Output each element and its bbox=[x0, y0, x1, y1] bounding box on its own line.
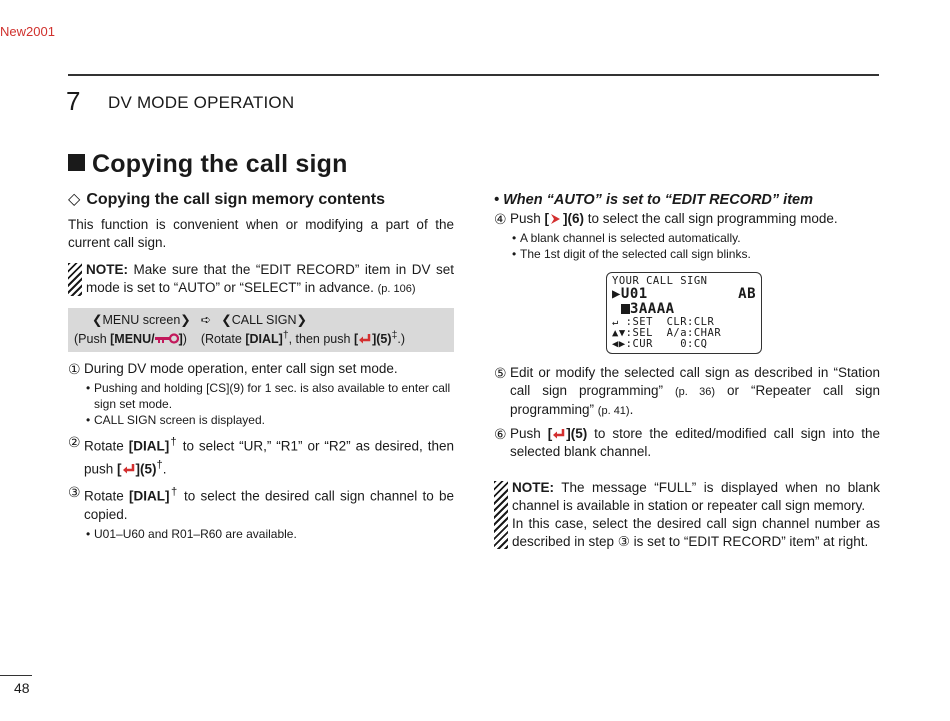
left-column bbox=[68, 190, 454, 542]
header-rule bbox=[68, 74, 879, 76]
step-number: ⑤ bbox=[494, 365, 507, 381]
step-text: Edit or modify the selected call sign as described in “Station call sign programming” bbox=[510, 365, 880, 398]
diamond-icon: ◇ bbox=[68, 191, 81, 208]
step-text: to select the call sign programming mode. bbox=[584, 211, 838, 226]
right-column bbox=[494, 190, 880, 551]
chapter-title: DV MODE OPERATION bbox=[108, 93, 295, 112]
step-text: During DV mode operation, enter call sign set mode. bbox=[84, 361, 398, 377]
dial-key: [DIAL] bbox=[128, 438, 170, 454]
note-label: NOTE: bbox=[86, 262, 128, 277]
menu-from: ❮MENU screen❯ bbox=[92, 313, 191, 327]
page-ref: (p. 41) bbox=[597, 405, 630, 417]
bullet-item: • CALL SIGN screen is displayed. bbox=[86, 412, 454, 428]
step-5 bbox=[494, 364, 880, 420]
bullet-item: • A blank channel is selected automatically. bbox=[512, 230, 880, 246]
step-6 bbox=[494, 425, 880, 461]
enter-open: [ bbox=[117, 461, 122, 477]
lcd-row bbox=[612, 302, 756, 317]
step-text: Push bbox=[510, 426, 548, 441]
note-text: In this case, select the desired call sign channel number as described in step ③ is set to “EDIT RECORD” item” at right. bbox=[512, 516, 880, 549]
then-push: , then push bbox=[288, 332, 354, 347]
step-text: . bbox=[162, 461, 167, 477]
step-text: . bbox=[629, 402, 634, 417]
menu-path-box bbox=[68, 308, 454, 352]
enter-close: ](5) bbox=[372, 332, 392, 347]
page-number: 48 bbox=[14, 680, 30, 696]
key-open: [ bbox=[544, 211, 550, 226]
step-number: ③ bbox=[68, 484, 81, 501]
key-close: ](6) bbox=[563, 211, 585, 226]
lcd-channel: ▶U01 bbox=[612, 286, 648, 302]
step-text: Rotate bbox=[84, 438, 129, 454]
enter-close: ](5) bbox=[135, 461, 157, 477]
auto-subheading: • When “AUTO” is set to “EDIT RECORD” item bbox=[494, 192, 813, 208]
intro-paragraph: This function is convenient when or modifying a part of the current call sign. bbox=[68, 217, 454, 250]
chapter-number: 7 bbox=[66, 86, 81, 116]
lcd-display bbox=[606, 272, 762, 354]
step-4 bbox=[494, 210, 880, 262]
subheading-text: Copying the call sign memory contents bbox=[86, 191, 386, 208]
rotate-open: (Rotate bbox=[200, 332, 246, 347]
lcd-callsign: 3AAAA bbox=[629, 301, 675, 317]
step-text: Push bbox=[510, 211, 545, 226]
dial-key: [DIAL] bbox=[245, 332, 283, 347]
step-number: ⑥ bbox=[494, 426, 507, 442]
right-arrow-icon bbox=[549, 213, 563, 225]
step-text: to store the edited/modified call sign into the selected blank channel. bbox=[510, 426, 880, 459]
dagger: † bbox=[169, 486, 179, 499]
page-number-rule bbox=[0, 675, 32, 676]
note-block bbox=[494, 479, 880, 551]
bullet-item: • U01–U60 and R01–R60 are available. bbox=[86, 526, 454, 542]
page-ref: (p. 36) bbox=[675, 386, 716, 398]
note-page-ref: (p. 106) bbox=[377, 283, 416, 295]
step-text: to select the desired call sign channel to be copied. bbox=[84, 488, 454, 522]
double-dagger: ‡ bbox=[391, 330, 398, 341]
lcd-row: YOUR CALL SIGN bbox=[612, 275, 708, 287]
rotate-close: .) bbox=[397, 332, 405, 347]
step-2 bbox=[68, 433, 454, 478]
step-number: ① bbox=[68, 361, 81, 378]
black-square-icon bbox=[68, 154, 85, 171]
note-text: The message “FULL” is displayed when no blank channel is available in station or repeater call sign memory. bbox=[512, 480, 880, 513]
corner-label: New2001 bbox=[0, 24, 55, 39]
step-1 bbox=[68, 360, 454, 428]
dial-key: [DIAL] bbox=[129, 488, 170, 504]
menu-key: [MENU/ bbox=[110, 332, 155, 347]
bullet-item: • Pushing and holding [CS](9) for 1 sec. is also available to enter call sign set mode. bbox=[86, 380, 454, 412]
note-text: Make sure that the “EDIT RECORD” item in DV set mode is set to “AUTO” or “SELECT” in advance. bbox=[86, 262, 454, 295]
bullet-item: • The 1st digit of the selected call sign blinks. bbox=[512, 246, 880, 262]
step-text: Rotate bbox=[84, 488, 130, 504]
dagger: † bbox=[282, 330, 289, 341]
note-label: NOTE: bbox=[512, 480, 554, 495]
menu-key-close: ] bbox=[178, 332, 183, 347]
subheading bbox=[68, 190, 454, 210]
step-text: or “Repeater call sign programming” bbox=[510, 383, 880, 417]
enter-icon bbox=[122, 463, 136, 475]
lcd-row: ↵ :SET CLR:CLR bbox=[612, 316, 715, 328]
key-icon bbox=[155, 333, 179, 344]
step-text: to select “UR,” “R1” or “R2” as desired, then push bbox=[84, 438, 454, 477]
push-open: (Push bbox=[74, 332, 111, 347]
dagger: † bbox=[169, 436, 178, 449]
arrow-right-icon: ➪ bbox=[200, 313, 212, 327]
push-close: ) bbox=[182, 332, 187, 347]
lcd-row: ▲▼:SEL A/a:CHAR bbox=[612, 327, 722, 339]
note-hatch-icon bbox=[68, 263, 82, 296]
key-open: [ bbox=[547, 426, 553, 441]
step-number: ④ bbox=[494, 211, 507, 227]
lcd-callsign-suffix: AB bbox=[738, 286, 756, 302]
enter-open: [ bbox=[353, 332, 359, 347]
enter-icon bbox=[552, 428, 566, 440]
blinking-cursor-icon bbox=[621, 304, 630, 314]
step-number: ② bbox=[68, 434, 81, 451]
key-close: ](5) bbox=[566, 426, 588, 441]
section-title bbox=[68, 150, 348, 179]
menu-to: ❮CALL SIGN❯ bbox=[221, 313, 308, 327]
dagger: † bbox=[156, 458, 163, 471]
lcd-row: ◀▶:CUR 0:CQ bbox=[612, 338, 708, 350]
note-block bbox=[68, 261, 454, 298]
lcd-row bbox=[612, 287, 756, 302]
note-hatch-icon bbox=[494, 481, 508, 549]
section-title-text: Copying the call sign bbox=[92, 150, 348, 178]
step-3 bbox=[68, 483, 454, 542]
enter-icon bbox=[358, 333, 372, 345]
